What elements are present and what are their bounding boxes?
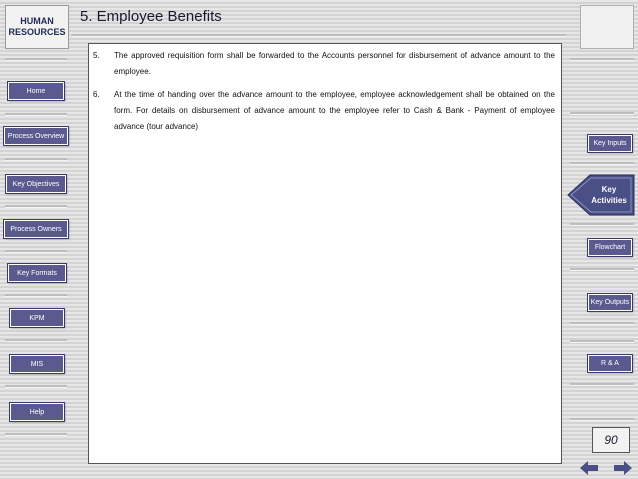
brand-line2: RESOURCES [8, 27, 66, 37]
nav-home-button[interactable]: Home [8, 82, 64, 100]
item-text: At the time of handing over the advance amount to the employee, employee acknowledgement shall be obtained on the form. For details on disbursement of advance amount to the employee refer to Cash & Bank - Payment of employee advance (tour advance) [114, 90, 555, 131]
key-activities-label-1: Key [601, 185, 617, 194]
divider [570, 322, 634, 325]
content-panel [88, 43, 562, 464]
divider [5, 113, 67, 116]
nav-kpm-button[interactable]: KPM [10, 309, 64, 327]
divider [5, 205, 67, 208]
divider [570, 162, 634, 165]
page-title: 5. Employee Benefits [80, 8, 222, 25]
divider [570, 268, 634, 271]
divider [570, 418, 634, 421]
divider [5, 158, 67, 161]
divider [5, 385, 67, 388]
divider [5, 294, 67, 297]
thumbnail [580, 5, 634, 49]
divider [570, 340, 634, 343]
divider [570, 383, 634, 386]
title-underline [72, 34, 566, 37]
nav-r-and-a-button[interactable]: R & A [588, 355, 632, 372]
item-number: 5. [93, 51, 100, 60]
arrow-right-icon[interactable] [614, 461, 632, 475]
item-text: The approved requisition form shall be forwarded to the Accounts personnel for disbursement of advance amount to the employee. [114, 51, 555, 76]
nav-key-objectives-button[interactable]: Key Objectives [6, 175, 66, 193]
page-navigation [578, 460, 634, 476]
nav-key-outputs-button[interactable]: Key Outputs [588, 294, 632, 311]
nav-process-owners-button[interactable]: Process Owners [4, 220, 68, 238]
divider [570, 112, 634, 115]
nav-key-activities-button[interactable] [566, 173, 638, 217]
nav-key-formats-button[interactable]: Key Formats [8, 264, 66, 282]
nav-key-inputs-button[interactable]: Key Inputs [588, 135, 632, 152]
key-activities-label-2: Activities [591, 196, 627, 205]
nav-flowchart-button[interactable]: Flowchart [588, 239, 632, 256]
item-number: 6. [93, 90, 100, 99]
nav-mis-button[interactable]: MIS [10, 355, 64, 373]
page-number: 90 [592, 427, 630, 453]
divider [570, 223, 634, 226]
nav-process-overview-button[interactable]: Process Overview [4, 127, 68, 145]
nav-help-button[interactable]: Help [10, 403, 64, 421]
arrow-left-icon[interactable] [580, 461, 598, 475]
divider [5, 433, 67, 436]
divider [5, 250, 67, 253]
divider [570, 58, 634, 61]
brand-line1: HUMAN [20, 16, 54, 26]
divider [5, 339, 67, 342]
brand-logo [5, 5, 69, 49]
divider [5, 58, 67, 61]
